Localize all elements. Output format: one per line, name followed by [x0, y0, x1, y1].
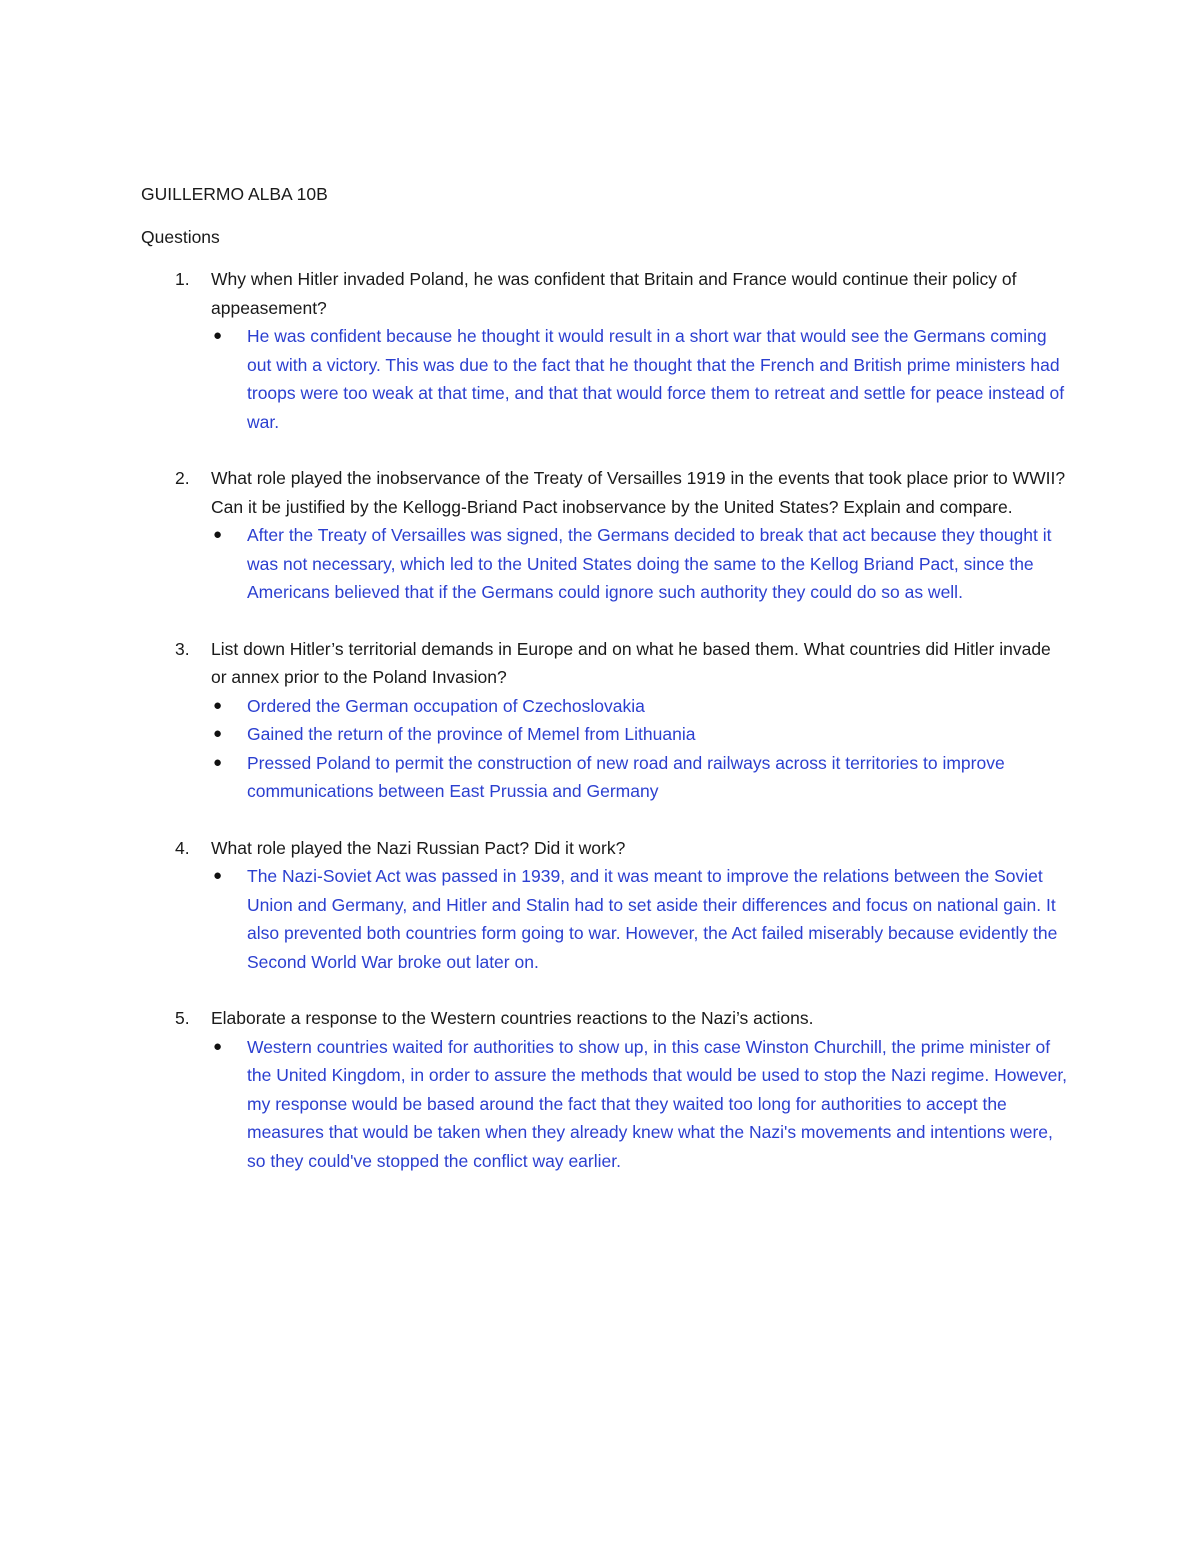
answer-text: Western countries waited for authorities to show up, in this case Winston Churchill, the prime minister of the United Kingdom, in order to assure the methods that would be used to stop the Nazi regime. However, my response would be based around the fact that they waited too long for authorities to accept the measures that would be taken when they already knew what the Nazi's movements and intentions were, so they could've stopped the conflict way earlier. — [247, 1036, 1068, 1171]
question-number: 1. — [175, 269, 190, 289]
answer-list — [211, 521, 1071, 607]
answer-item — [211, 322, 1071, 436]
bullet-icon: ● — [213, 867, 223, 884]
question-number: 4. — [175, 837, 190, 858]
question-item — [141, 1004, 1071, 1175]
answer-text: He was confident because he thought it would result in a short war that would see the Germans coming out with a victory. This was due to the fact that he thought that the French and British prime ministers had troops were too weak at that time, and that that would force them to retreat and settle for peace instead of war. — [247, 326, 1065, 432]
answer-text: Pressed Poland to permit the construction of new road and railways across it territories to improve communications between East Prussia and Germany — [247, 752, 1005, 801]
bullet-icon: ● — [213, 327, 223, 344]
question-list — [141, 265, 1071, 1175]
answer-item — [211, 749, 1071, 806]
answer-list — [211, 692, 1071, 806]
questions-heading: Questions — [141, 226, 220, 247]
answer-list — [211, 1033, 1071, 1176]
bullet-icon: ● — [213, 1037, 223, 1055]
bullet-icon: ● — [213, 526, 223, 543]
answer-item — [211, 720, 1071, 749]
question-item — [141, 834, 1071, 977]
bullet-icon: ● — [213, 696, 223, 714]
question-text: What role played the Nazi Russian Pact? Did it work? — [211, 837, 626, 858]
bullet-icon: ● — [213, 725, 223, 742]
question-text: What role played the inobservance of the Treaty of Versailles 1919 in the events that took place prior to WWII? Can it be justified by the Kellogg-Briand Pact inobservance by the United States? Explain and compare. — [211, 468, 1066, 517]
answer-item — [211, 521, 1071, 607]
answer-item — [211, 692, 1071, 721]
question-text: List down Hitler’s territorial demands in Europe and on what he based them. What countries did Hitler invade or annex prior to the Poland Invasion? — [211, 638, 1051, 687]
question-item — [141, 635, 1071, 806]
answer-text: After the Treaty of Versailles was signed, the Germans decided to break that act because they thought it was not necessary, which led to the United States doing the same to the Kellog Briand Pact, since the Americans believed that if the Germans could ignore such authority they could do so as well. — [247, 525, 1052, 602]
document-body — [141, 180, 1071, 1203]
answer-text: Gained the return of the province of Memel from Lithuania — [247, 724, 696, 744]
bullet-icon: ● — [213, 753, 223, 771]
question-number: 3. — [175, 638, 190, 659]
answer-list — [211, 862, 1071, 976]
question-number: 2. — [175, 468, 190, 488]
student-name-header: GUILLERMO ALBA 10B — [141, 184, 328, 204]
answer-list — [211, 322, 1071, 436]
answer-text: The Nazi-Soviet Act was passed in 1939, and it was meant to improve the relations between the Soviet Union and Germany, and Hitler and Stalin had to set aside their differences and focus on national gain. It also prevented both countries form going to war. However, the Act failed miserably because evidently the Second World War broke out later on. — [247, 866, 1058, 972]
question-text: Elaborate a response to the Western countries reactions to the Nazi’s actions. — [211, 1008, 814, 1028]
question-item — [141, 265, 1071, 436]
question-number: 5. — [175, 1008, 190, 1028]
answer-item — [211, 862, 1071, 976]
answer-item — [211, 1033, 1071, 1176]
question-text: Why when Hitler invaded Poland, he was confident that Britain and France would continue their policy of appeasement? — [211, 269, 1017, 318]
question-item — [141, 464, 1071, 607]
answer-text: Ordered the German occupation of Czechoslovakia — [247, 695, 645, 716]
